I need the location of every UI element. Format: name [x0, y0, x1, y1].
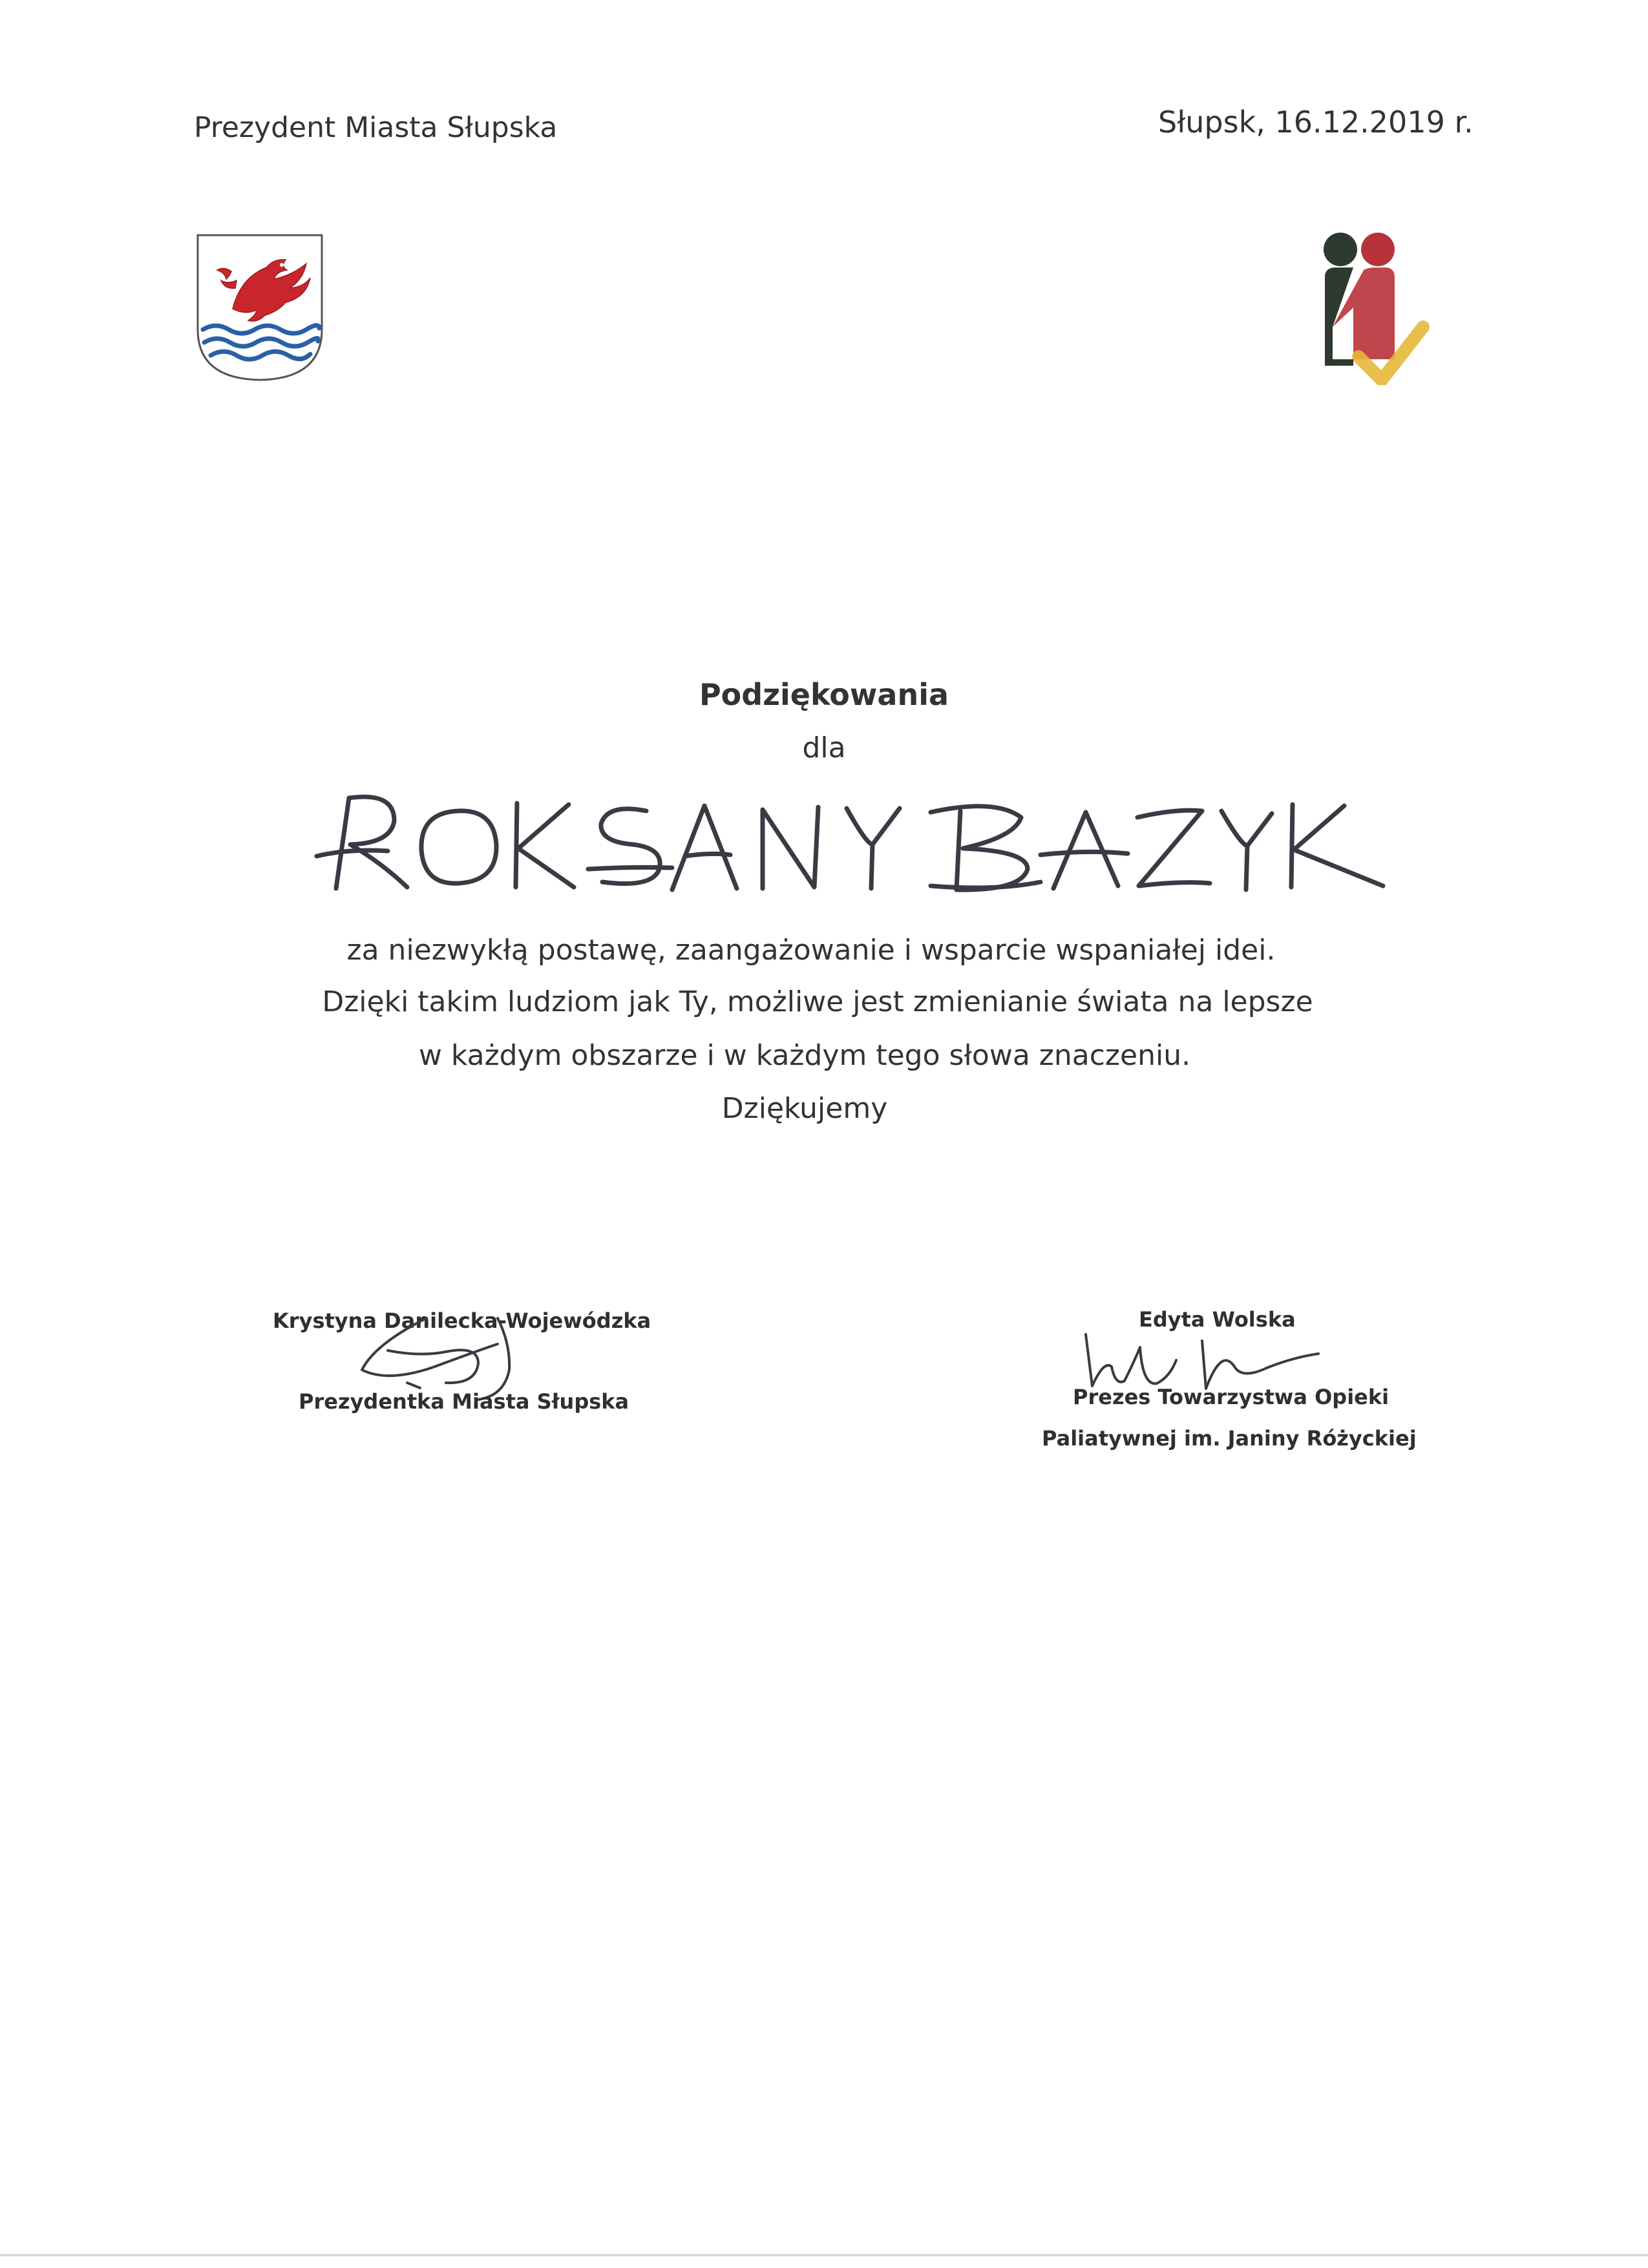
slupsk-coat-of-arms-icon	[195, 233, 324, 383]
scan-bottom-edge	[0, 2254, 1648, 2256]
signature-2-handwritten	[1073, 1321, 1344, 1392]
recipient-name-handwritten	[310, 772, 1422, 908]
issuer-heading: Prezydent Miasta Słupska	[194, 111, 558, 144]
certificate-for-label: dla	[802, 731, 846, 764]
closing-thanks: Dziękujemy	[721, 1092, 888, 1125]
signatory-1-name: Krystyna Danilecka-Wojewódzka	[273, 1308, 651, 1333]
body-line-3: w każdym obszarze i w każdym tego słowa znaczeniu.	[418, 1039, 1191, 1072]
signature-1-handwritten	[349, 1305, 556, 1402]
body-line-2: Dzięki takim ludziom jak Ty, możliwe jest zmienianie świata na lepsze	[322, 985, 1313, 1018]
signatory-2-name: Edyta Wolska	[1139, 1307, 1296, 1332]
place-and-date: Słupsk, 16.12.2019 r.	[1158, 105, 1474, 140]
body-line-1: za niezwykłą postawę, zaangażowanie i wsparcie wspaniałej idei.	[346, 934, 1276, 967]
signatory-2-organization: Paliatywnej im. Janiny Różyckiej	[1042, 1426, 1417, 1451]
hospice-people-check-logo-icon	[1313, 230, 1430, 385]
certificate-title: Podziękowania	[699, 677, 949, 712]
signatory-2-title: Prezes Towarzystwa Opieki	[1073, 1385, 1389, 1409]
signatory-1-title: Prezydentka Miasta Słupska	[299, 1389, 629, 1414]
